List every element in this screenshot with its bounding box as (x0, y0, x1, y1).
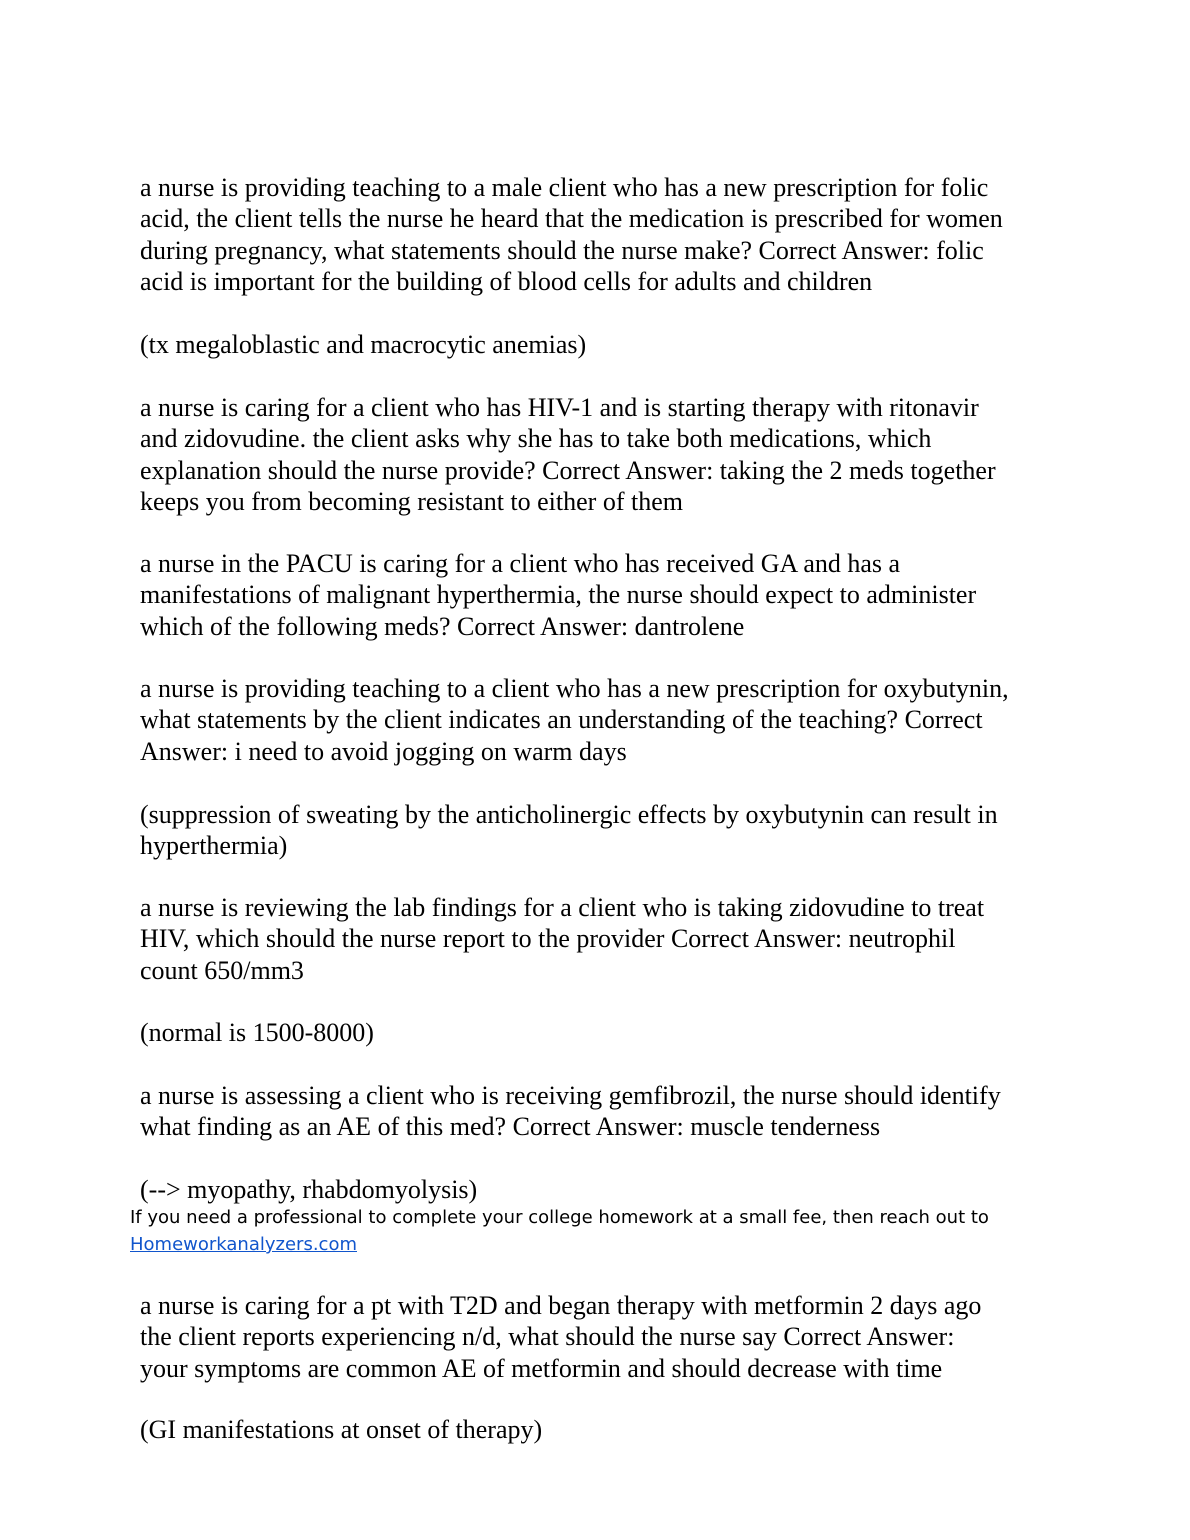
question-oxybutynin: a nurse is providing teaching to a client who has a new prescription for oxybutynin, what statements by the client indicates an understanding of the teaching? Correct Answer: i need to avoid jogging on warm days (140, 674, 1009, 766)
question-zidovudine-labs: a nurse is reviewing the lab findings for a client who is taking zidovudine to treat HIV, which should the nurse report to the provider Correct Answer: neutrophil count 650/mm3 (140, 893, 985, 985)
question-hiv-ritonavir: a nurse is caring for a client who has HIV-1 and is starting therapy with ritonavir and zidovudine. the client asks why she has to take both medications, which explanation should the nurse provide? Correct Answer: taking the 2 meds together keeps you from becoming resistant to either of them (140, 393, 996, 516)
note-gi-manifestations: (GI manifestations at onset of therapy) (140, 1415, 543, 1444)
note-oxybutynin: (suppression of sweating by the anticholinergic effects by oxybutynin can result in hyperthermia) (140, 800, 998, 861)
note-normal-range: (normal is 1500-8000) (140, 1018, 374, 1047)
question-metformin: a nurse is caring for a pt with T2D and began therapy with metformin 2 days ago the client reports experiencing n/d, what should the nurse say Correct Answer: your symptoms are common AE of metformin and should decrease with time (140, 1291, 982, 1383)
note-anemias: (tx megaloblastic and macrocytic anemias) (140, 330, 587, 359)
note-myopathy: (--> myopathy, rhabdomyolysis) (140, 1175, 478, 1204)
question-folic-acid: a nurse is providing teaching to a male client who has a new prescription for folic acid, the client tells the nurse he heard that the medication is prescribed for women during pregnancy, what statements should the nurse make? Correct Answer: folic acid is important for the building of blood cells for adults and children (140, 173, 1003, 296)
footer-promo (130, 1204, 1090, 1258)
footer-promo-text: If you need a professional to complete your college homework at a small fee, then reach out to (130, 1207, 989, 1228)
footer-promo-link[interactable]: Homeworkanalyzers.com (130, 1234, 357, 1255)
question-malignant-hyperthermia: a nurse in the PACU is caring for a client who has received GA and has a manifestations of malignant hyperthermia, the nurse should expect to administer which of the following meds? Correct Answer: dantrolene (140, 549, 977, 641)
question-gemfibrozil: a nurse is assessing a client who is receiving gemfibrozil, the nurse should identify what finding as an AE of this med? Correct Answer: muscle tenderness (140, 1081, 1001, 1142)
